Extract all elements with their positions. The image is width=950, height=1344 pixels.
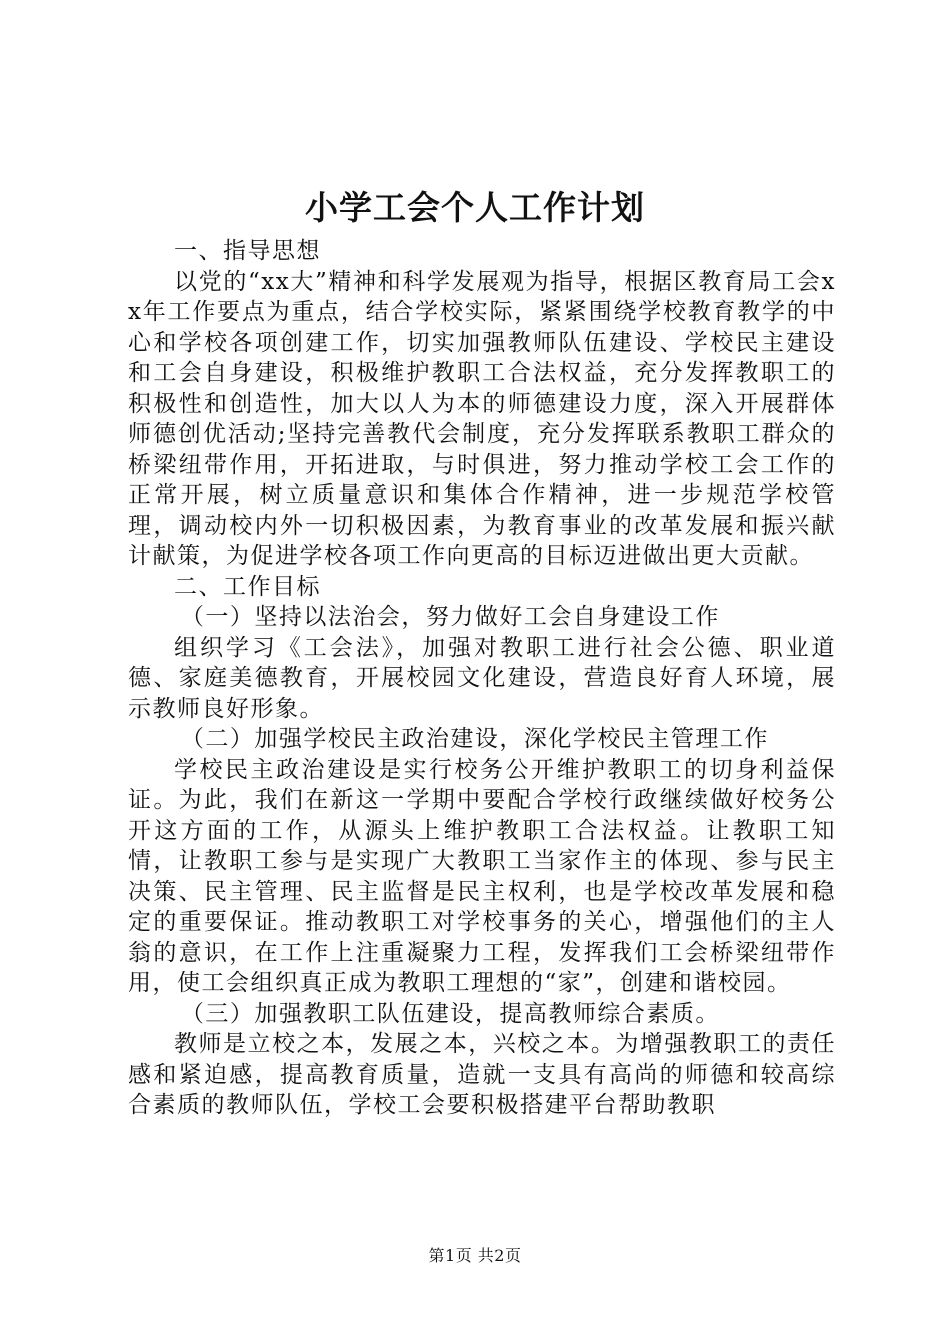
section-heading-work-goals: 二、工作目标 <box>174 573 321 600</box>
subheading-goal-1: （一）坚持以法治会，努力做好工会自身建设工作 <box>180 604 720 630</box>
document-title: 小学工会个人工作计划 <box>305 188 645 227</box>
document-body <box>128 236 836 1121</box>
paragraph-goal-2: 学校民主政治建设是实行校务公开维护教职工的切身利益保证。为此，我们在新这一学期中要配合学校行政继续做好校务公开这方面的工作，从源头上维护教职工合法权益。让教职工知情，让教职工参与是实现广大教职工当家作主的体现、参与民主决策、民主管理、民主监督是民主权利，也是学校改革发展和稳定的重要保证。推动教职工对学校事务的关心，增强他们的主人翁的意识，在工作上注重凝聚力工程，发挥我们工会桥梁纽带作用，使工会组织真正成为教职工理想的“家”，创建和谐校园。 <box>128 756 836 996</box>
paragraph-goal-1: 组织学习《工会法》，加强对教职工进行社会公德、职业道德、家庭美德教育，开展校园文化建设，营造良好育人环境，展示教师良好形象。 <box>128 634 836 722</box>
paragraph-goal-3: 教师是立校之本，发展之本，兴校之本。为增强教职工的责任感和紧迫感，提高教育质量，造就一支具有高尚的师德和较高综合素质的教师队伍，学校工会要积极搭建平台帮助教职 <box>128 1031 836 1118</box>
paragraph-guiding-thought: 以党的“xx大”精神和科学发展观为指导，根据区教育局工会xx年工作要点为重点，结合学校实际，紧紧围绕学校教育教学的中心和学校各项创建工作，切实加强教师队伍建设、学校民主建设和工会自身建设，积极维护教职工合法权益，充分发挥教职工的积极性和创造性，加大以人为本的师德建设力度，深入开展群体师德创优活动;坚持完善教代会制度，充分发挥联系教职工群众的桥梁纽带作用，开拓进取，与时俱进，努力推动学校工会工作的正常开展，树立质量意识和集体合作精神，进一步规范学校管理，调动校内外一切积极因素，为教育事业的改革发展和振兴献计献策，为促进学校各项工作向更高的目标迈进做出更大贡献。 <box>128 268 836 569</box>
subheading-goal-2: （二）加强学校民主政治建设，深化学校民主管理工作 <box>180 726 769 752</box>
section-heading-guiding-thought: 一、指导思想 <box>174 238 321 264</box>
subheading-goal-3: （三）加强教职工队伍建设，提高教师综合素质。 <box>180 1000 720 1027</box>
page-footer: 第1页 共2页 <box>428 1246 522 1265</box>
